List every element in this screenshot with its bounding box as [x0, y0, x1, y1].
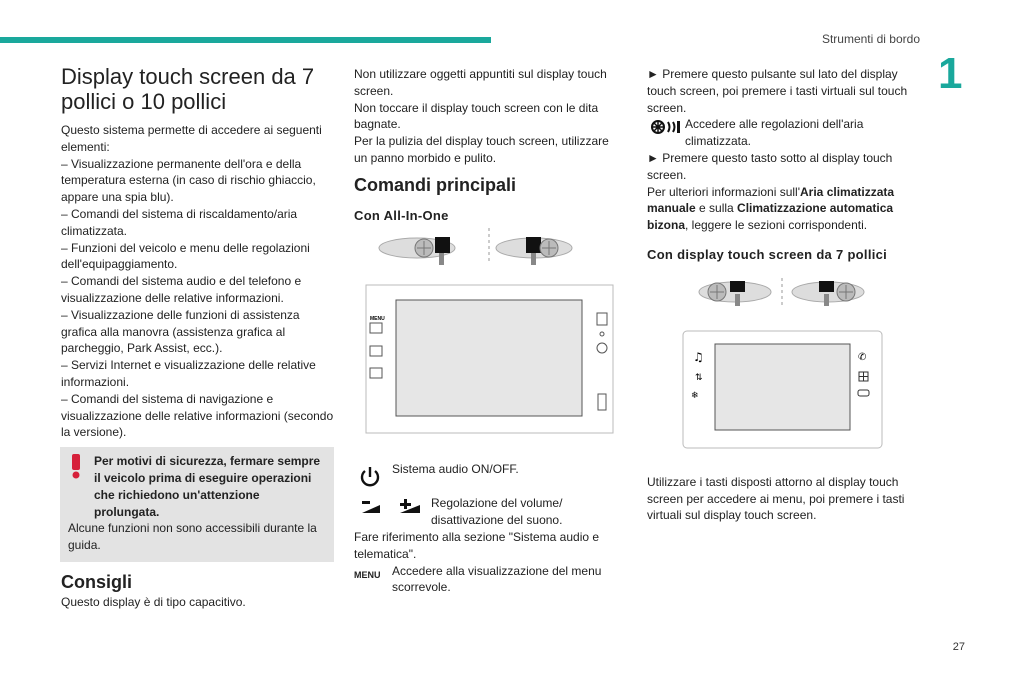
paragraph: Utilizzare i tasti disposti attorno al display touch screen per accedere ai menu, poi premere i tasti virtuali sul display touch screen. — [647, 474, 905, 523]
menu-control-item — [354, 563, 624, 597]
svg-text:♫: ♫ — [693, 349, 704, 364]
ref-bold-dual-zone: Climatizzazione automatica bizona — [647, 201, 894, 233]
tips-text: Questo display è di tipo capacitivo. — [61, 594, 246, 609]
warning-bold-text: Per motivi di sicurezza, fermare sempre il veicolo prima di eseguire operazioni che richiedono un'attenzione prolungata. — [94, 454, 321, 519]
all-in-one-illustration — [354, 228, 624, 463]
climate-control-item — [647, 116, 922, 150]
power-control-item — [354, 461, 624, 495]
power-description: Sistema audio ON/OFF. — [392, 462, 519, 477]
menu-description: Accedere alla visualizzazione del menu scorrevole. — [392, 563, 602, 595]
reference-paragraph — [647, 184, 922, 234]
paragraph: Non toccare il display touch screen con le dita bagnate. — [354, 100, 599, 132]
column-2 — [354, 66, 624, 596]
list-item: – Visualizzazione permanente dell'ora e della temperatura esterna (in caso di rischio ghiaccio, appare una spia blu). — [61, 156, 316, 205]
list-item: – Comandi del sistema audio e del telefono e visualizzazione delle relative informazioni. — [61, 274, 302, 305]
list-item: – Funzioni del veicolo e menu delle regolazioni dell'equipaggiamento. — [61, 240, 310, 272]
ref-text: Per ulteriori informazioni sull' — [647, 184, 801, 199]
all-in-one-diagram — [354, 228, 624, 463]
power-icon — [358, 465, 382, 489]
volume-control-item — [354, 495, 624, 529]
seven-inch-subheading: Con display touch screen da 7 pollici — [647, 246, 888, 262]
all-in-one-subheading: Con All-In-One — [354, 207, 449, 223]
header-accent-bar — [0, 37, 491, 43]
paragraph: Per la pulizia del display touch screen, utilizzare un panno morbido e pulito. — [354, 134, 609, 165]
main-controls-heading: Comandi principali — [354, 174, 517, 195]
svg-text:❄: ❄ — [691, 390, 699, 401]
volume-description: Regolazione del volume/ disattivazione del suono. — [431, 496, 563, 528]
paragraph: Non utilizzare oggetti appuntiti sul display touch screen. — [354, 67, 607, 98]
list-item: – Visualizzazione delle funzioni di assistenza grafica alla manovra (assistenza grafica al parcheggio, Park Assist, ecc.). — [61, 307, 300, 356]
warning-exclamation-icon — [68, 453, 84, 479]
svg-text:MENU: MENU — [370, 316, 385, 323]
steering-wheel-right-icon — [496, 237, 572, 265]
intro-text: Questo sistema permette di accedere ai seguenti elementi: — [61, 123, 322, 154]
ref-bold-manual-ac: Aria climatizzata manuale — [647, 184, 895, 216]
climate-fan-icon — [650, 118, 682, 136]
list-item: – Comandi del sistema di navigazione e visualizzazione delle relative informazioni (secondo la versione). — [61, 391, 334, 440]
touch-screen-unit — [366, 285, 613, 433]
menu-icon: MENU — [354, 569, 381, 580]
seven-inch-diagram — [647, 276, 922, 471]
volume-reference: Fare riferimento alla sezione "Sistema audio e telematica". — [354, 529, 600, 561]
svg-text:✆: ✆ — [858, 351, 867, 363]
svg-text:⇅: ⇅ — [695, 372, 703, 383]
list-item: – Servizi Internet e visualizzazione delle relative informazioni. — [61, 358, 316, 389]
section-title: Strumenti di bordo — [821, 32, 920, 46]
ref-text: e sulla — [695, 201, 738, 216]
steering-wheel-left-icon — [699, 281, 771, 306]
climate-description: Accedere alle regolazioni dell'aria climatizzata. — [685, 117, 864, 149]
volume-icon — [360, 497, 430, 517]
chapter-number: 1 — [938, 49, 963, 98]
column-1 — [61, 64, 336, 611]
page-number: 27 — [952, 641, 965, 653]
paragraph: ► Premere questo tasto sotto al display touch screen. — [647, 150, 893, 182]
ref-text: , leggere le sezioni corrispondenti. — [685, 218, 868, 233]
warning-text: Alcune funzioni non sono accessibili durante la guida. — [68, 521, 317, 553]
steering-wheel-left-icon — [379, 237, 455, 265]
touch-screen-unit — [683, 331, 882, 448]
paragraph: ► Premere questo pulsante sul lato del display touch screen, poi premere i tasti virtuali sul touch screen. — [647, 67, 908, 115]
safety-warning-box — [60, 447, 334, 562]
column-3 — [647, 66, 922, 524]
list-item: – Comandi del sistema di riscaldamento/aria climatizzata. — [61, 206, 298, 238]
seven-inch-illustration — [647, 276, 922, 471]
steering-wheel-right-icon — [792, 281, 864, 306]
page-title: Display touch screen da 7 pollici o 10 pollici — [61, 64, 315, 114]
tips-heading: Consigli — [61, 571, 132, 592]
